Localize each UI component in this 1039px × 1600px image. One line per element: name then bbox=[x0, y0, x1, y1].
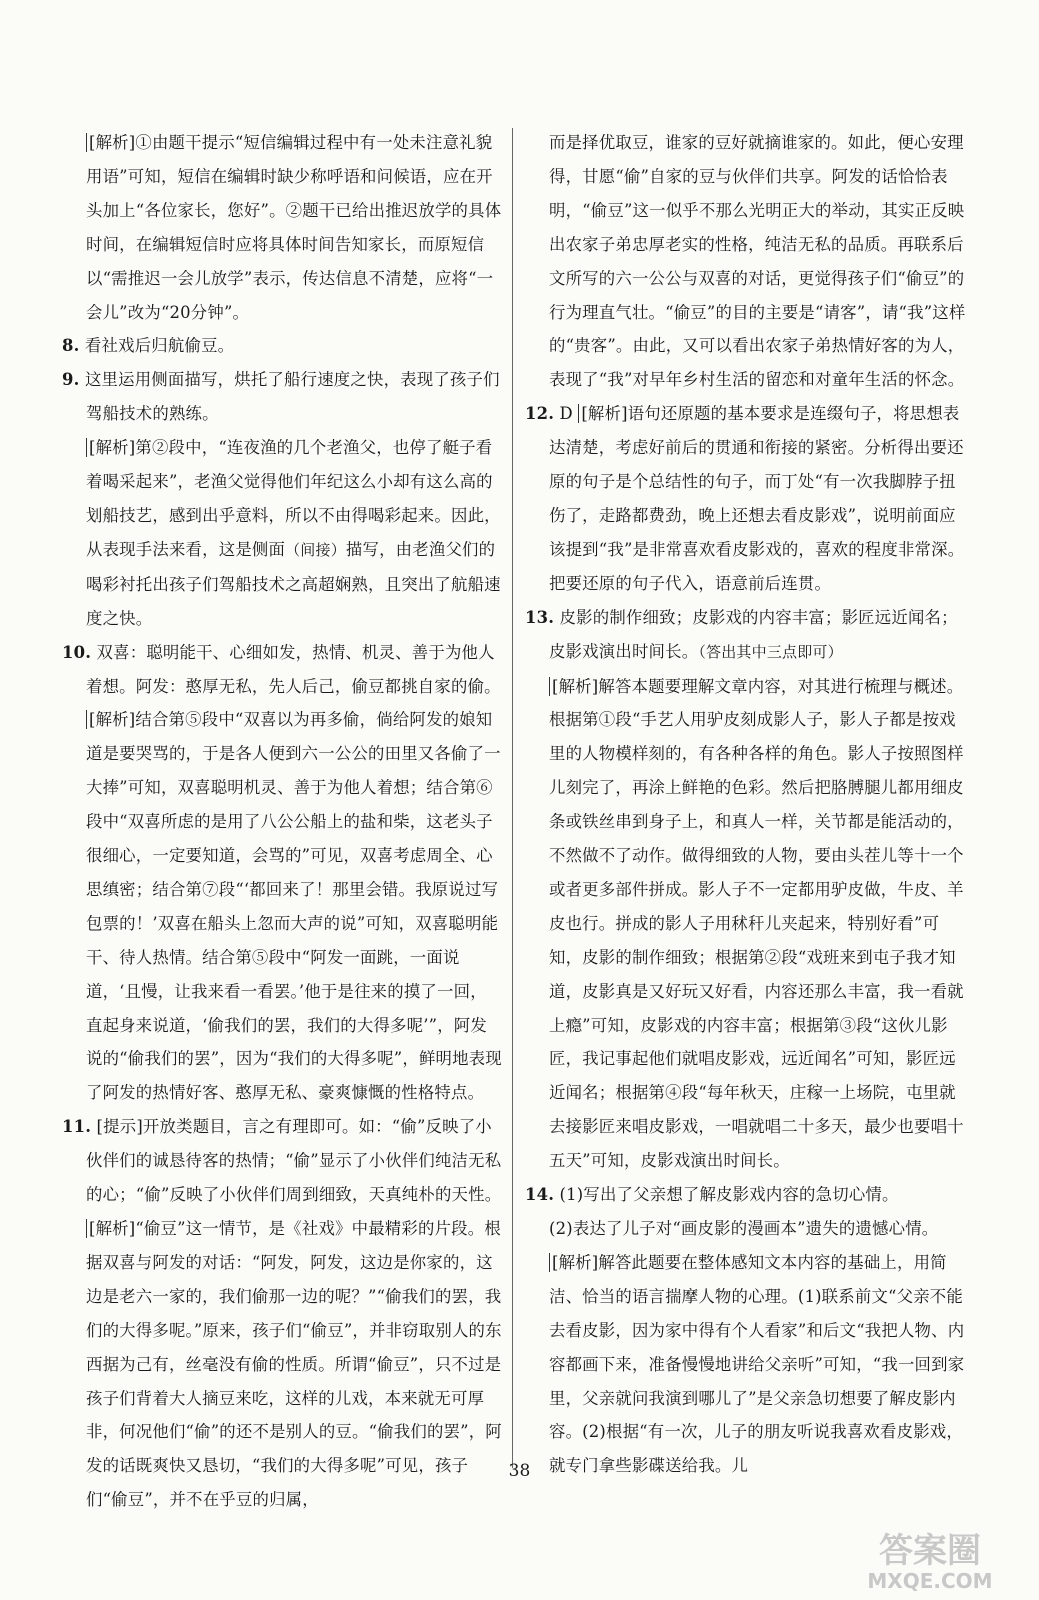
analysis-text: 解答此题要在整体感知文本内容的基础上，用简洁、恰当的语言揣摩人物的心理。(1)联系前文“父亲不能去看皮影，因为家中得有个人看家”和后文“我把人物、内容都画下来，准备慢慢地讲给父亲听”可知，“我一回到家里，父亲就问我演到哪儿了”是父亲急切想要了解皮影内容。(2)根据“有一次，儿子的朋友听说我喜欢看皮影戏，就专门拿些影碟送给我。儿 bbox=[549, 1252, 965, 1476]
question-14-analysis bbox=[525, 1246, 969, 1483]
question-number: 9. bbox=[62, 370, 80, 390]
answer-letter: D bbox=[559, 404, 573, 424]
question-10-answer bbox=[62, 636, 502, 704]
q7-analysis bbox=[62, 126, 502, 329]
question-number: 10. bbox=[62, 642, 92, 662]
analysis-text: 语句还原题的基本要求是连缀句子，将思想表达清楚，考虑好前后的贯通和衔接的紧密。分析得出要还原的句子是个总结性的句子，而丁处“有一次我脚脖子扭伤了，走路都费劲，晚上还想去看皮影戏”，说明前面应该提到“我”是非常喜欢看皮影戏的，喜欢的程度非常深。把要还原的句子代入，语意前后连贯。 bbox=[549, 404, 965, 593]
page-number: 38 bbox=[508, 1461, 531, 1481]
analysis-tag: [解析] bbox=[86, 1219, 135, 1238]
question-9-answer bbox=[62, 363, 502, 431]
question-14-answer-part-2 bbox=[525, 1212, 969, 1246]
question-number: 8. bbox=[62, 336, 80, 356]
analysis-text: 结合第⑤段中“双喜以为再多偷，倘给阿发的娘知道是要哭骂的，于是各人便到六一公公的田里又各偷了一大捧”可知，双喜聪明机灵、善于为他人着想；结合第⑥段中“双喜所虑的是用了八公公船上的盐和柴，这老头子很细心，一定要知道，会骂的”可见，双喜考虑周全、心思缜密；结合第⑦段“‘都回来了！那里会错。我原说过写包票的！’双喜在船头上忽而大声的说”可知，双喜聪明能干、待人热情。结合第⑤段中“阿发一面跳，一面说道，‘且慢，让我来看一看罢。’他于是往来的摸了一回，直起身来说道，‘偷我们的罢，我们的大得多呢’”，阿发说的“偷我们的罢”，因为“我们的大得多呢”，鲜明地表现了阿发的热情好客、憨厚无私、豪爽慷慨的性格特点。 bbox=[86, 710, 502, 1103]
answer-text: (2)表达了儿子对“画皮影的漫画本”遗失的遗憾心情。 bbox=[549, 1219, 939, 1238]
analysis-tag: [解析] bbox=[86, 133, 135, 152]
answer-text: (1)写出了父亲想了解皮影戏内容的急切心情。 bbox=[559, 1185, 899, 1205]
question-11-answer bbox=[62, 1110, 502, 1212]
answer-text: 皮影的制作细致；皮影戏的内容丰富；影匠远近闻名；皮影戏演出时间长。 bbox=[549, 607, 958, 661]
question-number: 12. bbox=[525, 404, 555, 424]
question-11-analysis-continued bbox=[525, 126, 969, 397]
answer-text: [提示]开放类题目，言之有理即可。如：“偷”反映了小伙伴们的诚恳待客的热情；“偷”显示了小伙伴们纯洁无私的心；“偷”反映了小伙伴们周到细致，天真纯朴的天性。 bbox=[86, 1117, 502, 1205]
answer-text: 这里运用侧面描写，烘托了船行速度之快，表现了孩子们驾船技术的熟练。 bbox=[84, 370, 500, 424]
question-number: 13. bbox=[525, 607, 555, 627]
analysis-text: 第②段中，“连夜渔的几个老渔父，也停了艇子看着喝采起来”，老渔父觉得他们年纪这么小却有这么高的划船技艺，感到出乎意料，所以不由得喝彩起来。因此，从表现手法来看，这是侧面 bbox=[86, 438, 501, 559]
watermark-logo bbox=[835, 1524, 1025, 1594]
analysis-tag: [解析] bbox=[549, 677, 598, 696]
question-13-answer bbox=[525, 601, 969, 670]
answer-text: 双喜：聪明能干、心细如发，热情、机灵、善于为他人着想。阿发：憨厚无私，先人后己，偷豆都挑自家的偷。 bbox=[86, 642, 501, 696]
right-column bbox=[525, 126, 969, 1483]
question-8-answer bbox=[62, 329, 502, 363]
analysis-tag: [解析] bbox=[86, 438, 135, 457]
watermark-bottom-text: MXQE.COM bbox=[867, 1569, 993, 1593]
analysis-text: 描写，由老渔父们的喝彩衬托出孩子们驾船技术之高超娴熟，且突出了航船速度之快。 bbox=[86, 539, 501, 628]
answer-note: （答出其中三点即可） bbox=[698, 642, 843, 661]
analysis-note: （间接） bbox=[285, 540, 346, 559]
analysis-text: 解答本题要理解文章内容，对其进行梳理与概述。根据第①段“手艺人用驴皮刻成影人子，影人子都是按戏里的人物模样刻的，有各种各样的角色。影人子按照图样儿刻完了，再涂上鲜艳的色彩。然后把胳膊腿儿都用细皮条或铁丝串到身子上，和真人一样，关节都是能活动的，不然做不了动作。做得细致的人物，要由头茬儿等十一个或者更多部件拼成。影人子不一定都用驴皮做，牛皮、羊皮也行。拼成的影人子用秫秆儿夹起来，特别好看”可知，皮影的制作细致；根据第②段“戏班来到屯子我才知道，皮影真是又好玩又好看，内容还那么丰富，我一看就上瘾”可知，皮影戏的内容丰富；根据第③段“这伙儿影匠，我记事起他们就唱皮影戏，远近闻名”可知，影匠远近闻名；根据第④段“每年秋天，庄稼一上场院，屯里就去接影匠来唱皮影戏，一唱就唱二十多天，最少也要唱十五天”可知，皮影戏演出时间长。 bbox=[549, 676, 964, 1171]
question-number: 14. bbox=[525, 1185, 555, 1205]
question-12-answer bbox=[525, 397, 969, 600]
answer-text: 看社戏后归航偷豆。 bbox=[84, 336, 235, 356]
analysis-text: 而是择优取豆，谁家的豆好就摘谁家的。如此，便心安理得，甘愿“偷”自家的豆与伙伴们共享。阿发的话恰恰表明，“偷豆”这一似乎不那么光明正大的举动，其实正反映出农家子弟忠厚老实的性格，纯洁无私的品质。再联系后文所写的六一公公与双喜的对话，更觉得孩子们“偷豆”的行为理直气壮。“偷豆”的目的主要是“请客”，请“我”这样的“贵客”。由此，又可以看出农家子弟热情好客的为人，表现了“我”对早年乡村生活的留恋和对童年生活的怀念。 bbox=[549, 133, 966, 390]
column-divider bbox=[512, 128, 513, 1468]
analysis-tag: [解析] bbox=[86, 710, 135, 729]
analysis-text: “偷豆”这一情节，是《社戏》中最精彩的片段。根据双喜与阿发的对话：“阿发，阿发，这边是你家的，这边是老六一家的，我们偷那一边的呢？”“偷我们的罢，我们的大得多呢。”原来，孩子们“偷豆”，并非窃取别人的东西据为己有，丝毫没有偷的性质。所谓“偷豆”，只不过是孩子们背着大人摘豆来吃，这样的儿戏，本来就无可厚非，何况他们“偷”的还不是别人的豆。“偷我们的罢”，阿发的话既爽快又恳切，“我们的大得多呢”可见，孩子们“偷豆”，并不在乎豆的归属， bbox=[86, 1219, 502, 1510]
question-13-analysis bbox=[525, 670, 969, 1179]
question-10-analysis bbox=[62, 703, 502, 1110]
watermark-top-text: 答案圈 bbox=[879, 1531, 981, 1571]
analysis-text: ①由题干提示“短信编辑过程中有一处未注意礼貌用语”可知，短信在编辑时缺少称呼语和问候语，应在开头加上“各位家长，您好”。②题干已给出推迟放学的具体时间，在编辑短信时应将具体时间告知家长，而原短信以“需推迟一会儿放学”表示，传达信息不清楚，应将“一会儿”改为“20分钟”。 bbox=[86, 133, 502, 322]
question-number: 11. bbox=[62, 1117, 92, 1137]
left-column bbox=[62, 126, 502, 1517]
question-14-answer bbox=[525, 1178, 969, 1212]
question-9-analysis bbox=[62, 431, 502, 635]
analysis-tag: [解析] bbox=[549, 1253, 598, 1272]
analysis-tag: [解析] bbox=[578, 404, 627, 423]
